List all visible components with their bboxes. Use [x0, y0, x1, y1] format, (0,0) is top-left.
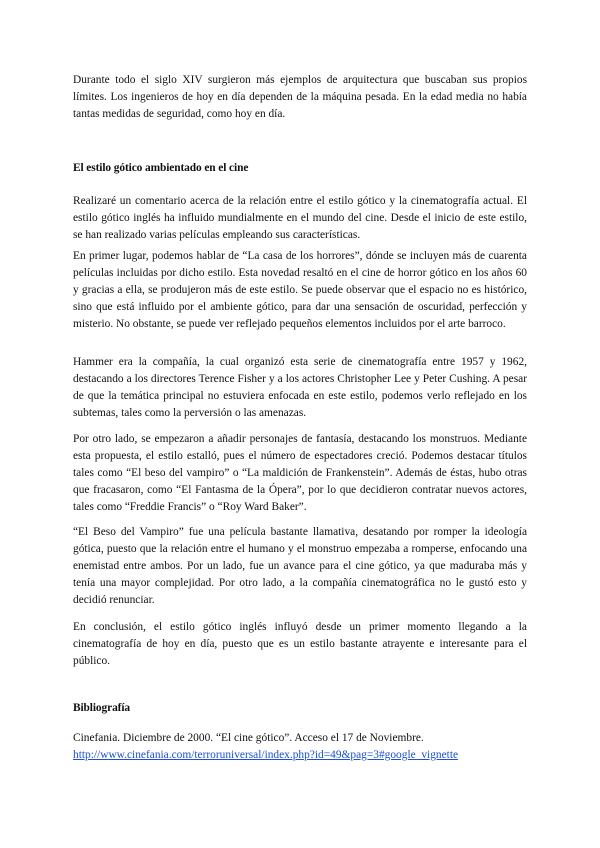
- paragraph-beso-vampiro: “El Beso del Vampiro” fue una película bastante llamativa, desatando por romper la ideología gótica, puesto que la relación entre el humano y el monstruo empezaba a romperse, enfocando una enemistad entre ambos. Por un lado, fue un avance para el cine gótico, ya que maduraba más y tenía una mayor complejidad. Por otro lado, a la compañía cinematográfica no le gustó esto y decidió renunciar.: [73, 526, 527, 607]
- paragraph-conclusion: En conclusión, el estilo gótico inglés influyó desde un primer momento llegando a la cinematografía de hoy en día, puesto que es un estilo bastante atrayente e interesante para el público.: [73, 621, 527, 668]
- intro-paragraph: Durante todo el siglo XIV surgieron más ejemplos de arquitectura que buscaban sus propios límites. Los ingenieros de hoy en día dependen de la máquina pesada. En la edad media no había tantas medidas de seguridad, como hoy en día.: [73, 74, 527, 121]
- paragraph-hammer: Hammer era la compañía, la cual organizó esta serie de cinematografía entre 1957 y 1962, destacando a los directores Terence Fisher y a los actores Christopher Lee y Peter Cushing. A pesar de que la temática principal no estuviera enfocada en este estilo, podemos verlo reflejado en los subtemas, tales como la perversión o las amenazas.: [73, 356, 527, 420]
- section-heading: El estilo gótico ambientado en el cine: [73, 162, 249, 174]
- paragraph-casa-horrores: En primer lugar, podemos hablar de “La casa de los horrores”, dónde se incluyen más de cuarenta películas incluidas por dicho estilo. Esta novedad resaltó en el cine de horror gótico en los años 60 y gracias a ella, se produjeron más de este estilo. Se puede observar que el espacio no es histórico, sino que está influido por el ambiente gótico, para dar una sensación de oscuridad, perfección y misterio. No obstante, se puede ver reflejado pequeños elementos incluidos por el arte barroco.: [73, 250, 527, 331]
- paragraph-cinematografia: Realizaré un comentario acerca de la relación entre el estilo gótico y la cinematografía actual. El estilo gótico inglés ha influido mundialmente en el mundo del cine. Desde el inicio de este estilo, se han realizado varias películas empleando sus características.: [73, 195, 527, 242]
- bibliography-entry: [73, 730, 527, 764]
- paragraph-fantasia: Por otro lado, se empezaron a añadir personajes de fantasía, destacando los monstruos. Mediante esta propuesta, el estilo estalló, pues el número de espectadores creció. Podemos destacar títulos tales como “El beso del vampiro” o “La maldición de Frankenstein”. Además de éstas, hubo otras que fracasaron, como “El Fantasma de la Ópera”, por lo que decidieron contratar nuevos actores, tales como “Freddie Francis” o “Roy Ward Baker”.: [73, 433, 527, 514]
- bibliography-citation: Cinefania. Diciembre de 2000. “El cine gótico”. Acceso el 17 de Noviembre.: [73, 732, 424, 744]
- bibliography-link[interactable]: http://www.cinefania.com/terroruniversal/index.php?id=49&pag=3#google_vignette: [73, 749, 459, 762]
- bibliography-heading: Bibliografía: [73, 702, 131, 714]
